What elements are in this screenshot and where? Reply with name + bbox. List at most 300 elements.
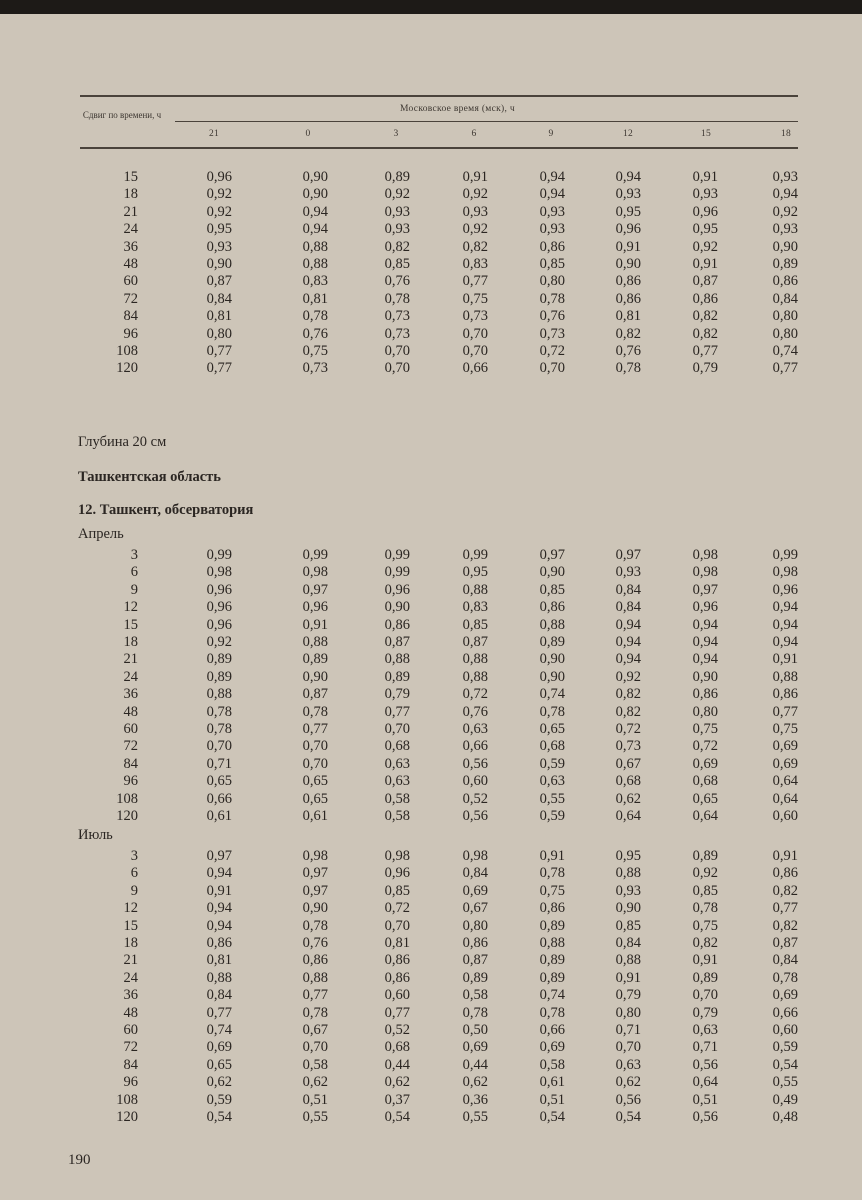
value-cell: 0,89 — [384, 169, 410, 185]
value-cell: 0,98 — [772, 564, 798, 581]
value-cell: 0,65 — [302, 790, 328, 807]
region-heading: Ташкентская область — [78, 469, 221, 485]
value-cell: 0,62 — [206, 1074, 232, 1091]
value-cell: 0,67 — [302, 1022, 328, 1038]
shift-cell: 108 — [116, 1091, 138, 1108]
value-cell: 0,68 — [692, 773, 718, 790]
value-cell: 0,94 — [772, 599, 798, 616]
value-cell: 0,84 — [206, 987, 232, 1004]
value-cell: 0,77 — [302, 987, 328, 1004]
value-cell: 0,94 — [206, 865, 232, 882]
value-cell: 0,82 — [615, 325, 641, 342]
value-cell: 0,84 — [772, 290, 798, 307]
value-cell: 0,78 — [462, 1004, 488, 1021]
value-cell: 0,70 — [302, 755, 328, 772]
value-cell: 0,74 — [772, 343, 798, 359]
value-cell: 0,90 — [302, 900, 328, 917]
table-row — [0, 598, 862, 616]
table-row — [0, 934, 862, 952]
table-row — [0, 882, 862, 900]
value-cell: 0,87 — [384, 634, 410, 650]
value-cell: 0,50 — [462, 1022, 488, 1038]
value-cell: 0,93 — [206, 238, 232, 255]
value-cell: 0,56 — [692, 1109, 718, 1125]
value-cell: 0,90 — [615, 256, 641, 272]
value-cell: 0,62 — [462, 1074, 488, 1091]
value-cell: 0,91 — [772, 848, 798, 864]
value-cell: 0,78 — [539, 290, 565, 307]
value-cell: 0,58 — [462, 987, 488, 1004]
value-cell: 0,88 — [615, 952, 641, 969]
value-cell: 0,89 — [772, 256, 798, 272]
value-cell: 0,96 — [384, 581, 410, 598]
value-cell: 0,96 — [692, 599, 718, 616]
value-cell: 0,63 — [615, 1056, 641, 1073]
value-cell: 0,55 — [539, 790, 565, 807]
value-cell: 0,73 — [539, 325, 565, 342]
shift-cell: 21 — [123, 203, 138, 220]
value-cell: 0,88 — [772, 668, 798, 685]
value-cell: 0,72 — [615, 721, 641, 737]
shift-cell: 36 — [123, 987, 138, 1004]
value-cell: 0,92 — [206, 203, 232, 220]
value-cell: 0,54 — [615, 1109, 641, 1125]
value-cell: 0,80 — [462, 917, 488, 934]
table-row — [0, 650, 862, 668]
value-cell: 0,86 — [772, 273, 798, 290]
value-cell: 0,90 — [539, 651, 565, 668]
value-cell: 0,79 — [692, 360, 718, 377]
value-cell: 0,69 — [462, 882, 488, 899]
value-cell: 0,78 — [302, 917, 328, 934]
value-cell: 0,78 — [539, 865, 565, 882]
value-cell: 0,85 — [539, 581, 565, 598]
shift-cell: 36 — [123, 238, 138, 255]
value-cell: 0,74 — [206, 1022, 232, 1038]
shift-cell: 12 — [123, 900, 138, 917]
value-cell: 0,77 — [772, 703, 798, 720]
value-cell: 0,68 — [384, 1039, 410, 1056]
value-cell: 0,86 — [772, 686, 798, 703]
value-cell: 0,93 — [692, 186, 718, 203]
value-cell: 0,60 — [384, 987, 410, 1004]
value-cell: 0,66 — [772, 1004, 798, 1021]
value-cell: 0,68 — [615, 773, 641, 790]
value-cell: 0,77 — [384, 703, 410, 720]
value-cell: 0,72 — [692, 738, 718, 755]
header-bottom-rule — [80, 147, 798, 149]
value-cell: 0,48 — [772, 1109, 798, 1125]
table-row — [0, 1038, 862, 1056]
shift-cell: 60 — [123, 1022, 138, 1038]
value-cell: 0,86 — [692, 290, 718, 307]
value-cell: 0,80 — [692, 703, 718, 720]
shift-cell: 60 — [123, 273, 138, 290]
value-cell: 0,92 — [462, 186, 488, 203]
value-cell: 0,77 — [206, 1004, 232, 1021]
value-cell: 0,93 — [462, 203, 488, 220]
shift-cell: 72 — [123, 738, 138, 755]
value-cell: 0,60 — [772, 1022, 798, 1038]
value-cell: 0,75 — [302, 343, 328, 359]
value-cell: 0,85 — [384, 256, 410, 272]
value-cell: 0,65 — [206, 773, 232, 790]
value-cell: 0,94 — [772, 616, 798, 633]
shift-cell: 24 — [123, 668, 138, 685]
value-cell: 0,98 — [462, 848, 488, 864]
value-cell: 0,84 — [462, 865, 488, 882]
value-cell: 0,72 — [384, 900, 410, 917]
table-row — [0, 342, 862, 360]
value-cell: 0,78 — [772, 969, 798, 986]
value-cell: 0,94 — [615, 616, 641, 633]
value-cell: 0,55 — [772, 1074, 798, 1091]
value-cell: 0,83 — [302, 273, 328, 290]
value-cell: 0,97 — [302, 865, 328, 882]
shift-cell: 12 — [123, 599, 138, 616]
shift-cell: 9 — [130, 882, 138, 899]
value-cell: 0,94 — [539, 186, 565, 203]
value-cell: 0,78 — [206, 721, 232, 737]
value-cell: 0,75 — [462, 290, 488, 307]
value-cell: 0,81 — [206, 952, 232, 969]
value-cell: 0,62 — [615, 1074, 641, 1091]
value-cell: 0,73 — [384, 325, 410, 342]
table-row — [0, 737, 862, 755]
value-cell: 0,86 — [539, 900, 565, 917]
value-cell: 0,95 — [206, 221, 232, 238]
value-cell: 0,76 — [539, 308, 565, 325]
value-cell: 0,93 — [615, 186, 641, 203]
value-cell: 0,95 — [615, 848, 641, 864]
value-cell: 0,72 — [462, 686, 488, 703]
value-cell: 0,87 — [692, 273, 718, 290]
value-cell: 0,80 — [539, 273, 565, 290]
value-cell: 0,59 — [539, 755, 565, 772]
table-row — [0, 546, 862, 564]
value-cell: 0,99 — [384, 547, 410, 563]
value-cell: 0,73 — [302, 360, 328, 377]
value-cell: 0,80 — [615, 1004, 641, 1021]
value-cell: 0,90 — [302, 186, 328, 203]
value-cell: 0,70 — [384, 917, 410, 934]
value-cell: 0,58 — [539, 1056, 565, 1073]
table-row — [0, 685, 862, 703]
shift-cell: 15 — [123, 917, 138, 934]
value-cell: 0,85 — [615, 917, 641, 934]
table-row — [0, 917, 862, 935]
value-cell: 0,86 — [539, 599, 565, 616]
value-cell: 0,86 — [384, 616, 410, 633]
header-mid-rule — [175, 121, 798, 122]
value-cell: 0,97 — [302, 581, 328, 598]
value-cell: 0,75 — [772, 721, 798, 737]
value-cell: 0,67 — [462, 900, 488, 917]
shift-cell: 6 — [130, 865, 138, 882]
value-cell: 0,94 — [302, 203, 328, 220]
table-row — [0, 359, 862, 377]
value-cell: 0,85 — [539, 256, 565, 272]
table-row — [0, 703, 862, 721]
value-cell: 0,56 — [615, 1091, 641, 1108]
value-cell: 0,78 — [539, 1004, 565, 1021]
value-cell: 0,63 — [539, 773, 565, 790]
value-cell: 0,79 — [692, 1004, 718, 1021]
value-cell: 0,90 — [615, 900, 641, 917]
shift-cell: 96 — [123, 1074, 138, 1091]
shift-cell: 48 — [123, 1004, 138, 1021]
value-cell: 0,89 — [302, 651, 328, 668]
shift-cell: 15 — [123, 616, 138, 633]
value-cell: 0,95 — [462, 564, 488, 581]
value-cell: 0,88 — [615, 865, 641, 882]
value-cell: 0,90 — [302, 668, 328, 685]
stub-header: Сдвиг по времени, ч — [82, 110, 162, 120]
table-row — [0, 290, 862, 308]
value-cell: 0,75 — [692, 917, 718, 934]
value-cell: 0,85 — [384, 882, 410, 899]
value-cell: 0,52 — [384, 1022, 410, 1038]
value-cell: 0,69 — [772, 987, 798, 1004]
value-cell: 0,82 — [772, 882, 798, 899]
value-cell: 0,91 — [302, 616, 328, 633]
shift-cell: 9 — [130, 581, 138, 598]
value-cell: 0,84 — [772, 952, 798, 969]
value-cell: 0,91 — [615, 969, 641, 986]
table-row — [0, 581, 862, 599]
value-cell: 0,96 — [302, 599, 328, 616]
table-row — [0, 969, 862, 987]
table-row — [0, 563, 862, 581]
value-cell: 0,54 — [772, 1056, 798, 1073]
value-cell: 0,86 — [302, 952, 328, 969]
value-cell: 0,86 — [772, 865, 798, 882]
value-cell: 0,88 — [302, 238, 328, 255]
shift-cell: 36 — [123, 686, 138, 703]
value-cell: 0,78 — [302, 703, 328, 720]
value-cell: 0,92 — [206, 186, 232, 203]
value-cell: 0,73 — [462, 308, 488, 325]
value-cell: 0,63 — [384, 773, 410, 790]
value-cell: 0,88 — [462, 581, 488, 598]
value-cell: 0,96 — [206, 169, 232, 185]
value-cell: 0,90 — [384, 599, 410, 616]
value-cell: 0,94 — [692, 616, 718, 633]
value-cell: 0,94 — [615, 169, 641, 185]
value-cell: 0,90 — [539, 668, 565, 685]
value-cell: 0,91 — [462, 169, 488, 185]
value-cell: 0,92 — [462, 221, 488, 238]
value-cell: 0,91 — [539, 848, 565, 864]
value-cell: 0,94 — [539, 169, 565, 185]
value-cell: 0,82 — [615, 686, 641, 703]
value-cell: 0,68 — [539, 738, 565, 755]
value-cell: 0,79 — [615, 987, 641, 1004]
value-cell: 0,59 — [206, 1091, 232, 1108]
value-cell: 0,89 — [206, 668, 232, 685]
value-cell: 0,96 — [692, 203, 718, 220]
value-cell: 0,98 — [692, 564, 718, 581]
value-cell: 0,62 — [384, 1074, 410, 1091]
value-cell: 0,64 — [692, 1074, 718, 1091]
value-cell: 0,75 — [539, 882, 565, 899]
value-cell: 0,97 — [302, 882, 328, 899]
value-cell: 0,91 — [206, 882, 232, 899]
value-cell: 0,87 — [462, 952, 488, 969]
value-cell: 0,93 — [615, 882, 641, 899]
value-cell: 0,93 — [539, 221, 565, 238]
value-cell: 0,90 — [692, 668, 718, 685]
shift-cell: 120 — [116, 1109, 138, 1125]
value-cell: 0,71 — [615, 1022, 641, 1038]
value-cell: 0,66 — [462, 738, 488, 755]
value-cell: 0,77 — [772, 360, 798, 377]
table-row — [0, 238, 862, 256]
value-cell: 0,51 — [692, 1091, 718, 1108]
depth-heading: Глубина 20 см — [78, 434, 167, 450]
value-cell: 0,54 — [539, 1109, 565, 1125]
table-row — [0, 1108, 862, 1126]
value-cell: 0,51 — [539, 1091, 565, 1108]
value-cell: 0,56 — [462, 808, 488, 824]
value-cell: 0,93 — [615, 564, 641, 581]
shift-cell: 120 — [116, 808, 138, 824]
value-cell: 0,89 — [206, 651, 232, 668]
value-cell: 0,94 — [615, 651, 641, 668]
book-page — [0, 14, 862, 1200]
value-cell: 0,97 — [615, 547, 641, 563]
table-row — [0, 633, 862, 651]
table-row — [0, 720, 862, 738]
value-cell: 0,61 — [206, 808, 232, 824]
table-row — [0, 899, 862, 917]
value-cell: 0,96 — [384, 865, 410, 882]
value-cell: 0,90 — [772, 238, 798, 255]
shift-cell: 120 — [116, 360, 138, 377]
value-cell: 0,89 — [692, 848, 718, 864]
group-header: Московское время (мск), ч — [400, 104, 515, 114]
value-cell: 0,77 — [692, 343, 718, 359]
value-cell: 0,84 — [615, 935, 641, 951]
column-header: 12 — [622, 129, 634, 139]
value-cell: 0,92 — [206, 634, 232, 650]
value-cell: 0,66 — [539, 1022, 565, 1038]
value-cell: 0,65 — [302, 773, 328, 790]
value-cell: 0,87 — [206, 273, 232, 290]
value-cell: 0,98 — [302, 564, 328, 581]
value-cell: 0,94 — [615, 634, 641, 650]
value-cell: 0,89 — [539, 952, 565, 969]
value-cell: 0,97 — [539, 547, 565, 563]
page-number: 190 — [68, 1152, 91, 1168]
value-cell: 0,96 — [206, 581, 232, 598]
value-cell: 0,96 — [206, 599, 232, 616]
value-cell: 0,70 — [384, 343, 410, 359]
value-cell: 0,72 — [539, 343, 565, 359]
value-cell: 0,74 — [539, 686, 565, 703]
value-cell: 0,81 — [302, 290, 328, 307]
value-cell: 0,84 — [615, 581, 641, 598]
value-cell: 0,93 — [384, 221, 410, 238]
value-cell: 0,88 — [302, 256, 328, 272]
value-cell: 0,76 — [615, 343, 641, 359]
value-cell: 0,88 — [206, 686, 232, 703]
value-cell: 0,80 — [206, 325, 232, 342]
shift-cell: 84 — [123, 308, 138, 325]
shift-cell: 108 — [116, 790, 138, 807]
value-cell: 0,87 — [462, 634, 488, 650]
value-cell: 0,75 — [692, 721, 718, 737]
shift-cell: 48 — [123, 703, 138, 720]
value-cell: 0,85 — [692, 882, 718, 899]
value-cell: 0,86 — [615, 273, 641, 290]
shift-cell: 6 — [130, 564, 138, 581]
column-header: 9 — [548, 129, 554, 139]
table-row — [0, 1073, 862, 1091]
value-cell: 0,58 — [384, 808, 410, 824]
value-cell: 0,88 — [539, 935, 565, 951]
value-cell: 0,92 — [692, 865, 718, 882]
shift-cell: 72 — [123, 290, 138, 307]
value-cell: 0,70 — [539, 360, 565, 377]
value-cell: 0,95 — [692, 221, 718, 238]
value-cell: 0,64 — [772, 790, 798, 807]
value-cell: 0,94 — [692, 634, 718, 650]
value-cell: 0,89 — [692, 969, 718, 986]
value-cell: 0,91 — [692, 169, 718, 185]
value-cell: 0,81 — [206, 308, 232, 325]
value-cell: 0,73 — [615, 738, 641, 755]
value-cell: 0,77 — [772, 900, 798, 917]
value-cell: 0,98 — [692, 547, 718, 563]
value-cell: 0,76 — [462, 703, 488, 720]
value-cell: 0,65 — [206, 1056, 232, 1073]
value-cell: 0,67 — [615, 755, 641, 772]
value-cell: 0,96 — [772, 581, 798, 598]
value-cell: 0,94 — [772, 186, 798, 203]
value-cell: 0,91 — [692, 256, 718, 272]
value-cell: 0,97 — [206, 848, 232, 864]
value-cell: 0,56 — [692, 1056, 718, 1073]
value-cell: 0,77 — [384, 1004, 410, 1021]
value-cell: 0,70 — [384, 360, 410, 377]
value-cell: 0,98 — [206, 564, 232, 581]
value-cell: 0,92 — [615, 668, 641, 685]
value-cell: 0,86 — [384, 952, 410, 969]
table-row — [0, 325, 862, 343]
table-row — [0, 255, 862, 273]
table-row — [0, 1091, 862, 1109]
shift-cell: 60 — [123, 721, 138, 737]
value-cell: 0,69 — [462, 1039, 488, 1056]
value-cell: 0,84 — [615, 599, 641, 616]
shift-cell: 96 — [123, 773, 138, 790]
value-cell: 0,99 — [206, 547, 232, 563]
table-row — [0, 307, 862, 325]
value-cell: 0,82 — [692, 325, 718, 342]
value-cell: 0,89 — [539, 634, 565, 650]
shift-cell: 3 — [130, 848, 138, 864]
table-row — [0, 807, 862, 825]
value-cell: 0,86 — [462, 935, 488, 951]
value-cell: 0,90 — [539, 564, 565, 581]
value-cell: 0,71 — [206, 755, 232, 772]
shift-cell: 18 — [123, 634, 138, 650]
value-cell: 0,95 — [615, 203, 641, 220]
value-cell: 0,44 — [384, 1056, 410, 1073]
value-cell: 0,69 — [206, 1039, 232, 1056]
table-top-rule — [80, 95, 798, 97]
